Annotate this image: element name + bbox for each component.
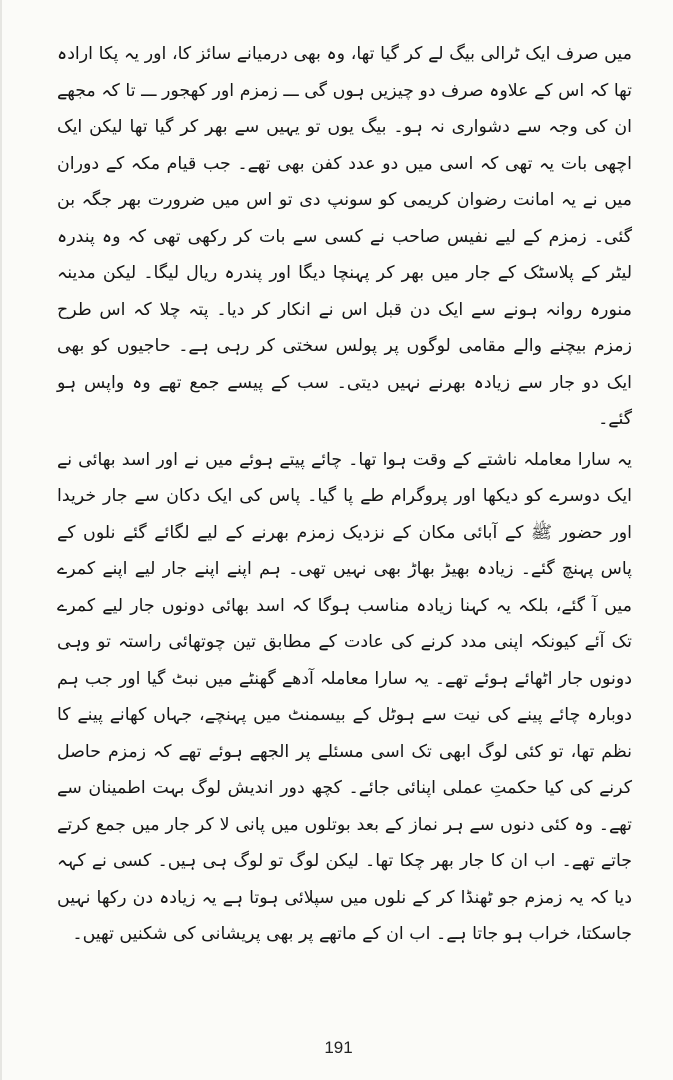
page-number: 191 [324,1038,353,1057]
page-body-text [57,36,632,953]
paragraph-1: میں صرف ایک ٹرالی بیگ لے کر گیا تھا، وہ بھی درمیانے سائز کا، اور یہ پکا ارادہ تھا کہ اس کے علاوہ صرف دو چیزیں ہوں گی ـــ زمزم اور کھجور ـــ تا کہ مجھے ان کی وجہ سے دشواری نہ ہو۔ بیگ یوں تو یہیں سے بھر کر گیا تھا لیکن ایک اچھی بات یہ تھی کہ اسی میں دو عدد کفن بھی تھے۔ جب قیام مکہ کے دوران میں نے یہ امانت رضوان کریمی کو سونپ دی تو اس میں ضرورت بھر جگہ بن گئی۔ زمزم کے لیے نفیس صاحب نے کسی سے بات کر رکھی تھی کہ وہ پندرہ لیٹر کے پلاسٹک کے جار میں بھر کر پہنچا دیگا اور پندرہ ریال لیگا۔ لیکن مدینہ منورہ روانہ ہونے سے ایک دن قبل اس نے انکار کر دیا۔ پتہ چلا کہ اس طرح زمزم بیچنے والے مقامی لوگوں پر پولس سختی کر رہی ہے۔ حاجیوں کو بھی ایک دو جار سے زیادہ بھرنے نہیں دیتی۔ سب کے پیسے جمع تھے وہ واپس ہو گئے۔ [57,44,632,429]
paragraph-2: یہ سارا معاملہ ناشتے کے وقت ہوا تھا۔ چائے پیتے ہوئے میں نے اور اسد بھائی نے ایک دوسرے کو دیکھا اور پروگرام طے پا گیا۔ پاس کی ایک دکان سے جار خریدا اور حضور ﷺ کے آبائی مکان کے نزدیک زمزم بھرنے کے لیے لگائے گئے نلوں کے پاس پہنچ گئے۔ زیادہ بھیڑ بھاڑ بھی نہیں تھی۔ ہم اپنے اپنے جار لیے اپنے کمرے میں آ گئے، بلکہ یہ کہنا زیادہ مناسب ہوگا کہ اسد بھائی دونوں جار لیے کمرے تک آئے کیونکہ اپنی مدد کرنے کی عادت کے مطابق تین چوتھائی راستہ تو وہی دونوں جار اٹھائے ہوئے تھے۔ یہ سارا معاملہ آدھے گھنٹے میں نبٹ گیا اور جب ہم دوبارہ چائے پینے کی نیت سے ہوٹل کے بیسمنٹ میں پہنچے، جہاں کھانے پینے کا نظم تھا، تو کئی لوگ ابھی تک اسی مسئلے پر الجھے ہوئے تھے کہ زمزم حاصل کرنے کی کیا حکمتِ عملی اپنائی جائے۔ کچھ دور اندیش لوگ بہت اطمینان سے تھے۔ وہ کئی دنوں سے ہر نماز کے بعد بوتلوں میں پانی لا کر جار میں جمع کرتے جاتے تھے۔ اب ان کا جار بھر چکا تھا۔ لیکن لوگ تو لوگ ہی ہیں۔ کسی نے کہہ دیا کہ یہ زمزم جو ٹھنڈا کر کے نلوں میں سپلائی ہوتا ہے یہ زیادہ دن رکھا نہیں جاسکتا، خراب ہو جاتا ہے۔ اب ان کے ماتھے پر بھی پریشانی کی شکنیں تھیں۔ [57,449,632,944]
